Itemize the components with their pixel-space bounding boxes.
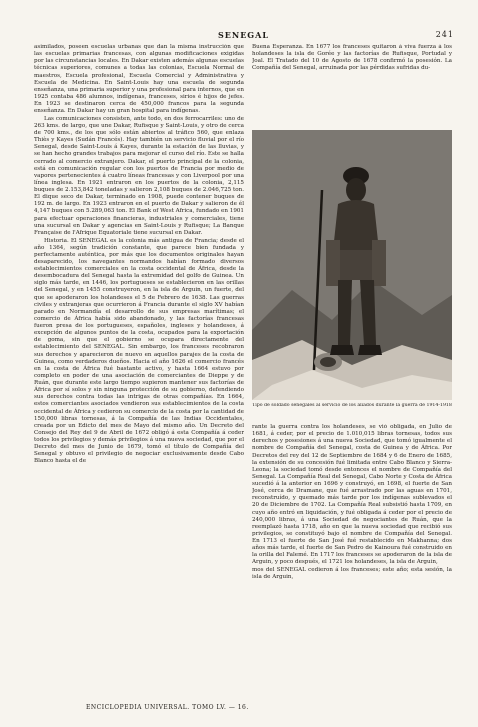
running-title: SENEGAL xyxy=(218,30,269,40)
soldier-photo-graphic xyxy=(252,130,452,400)
paragraph-communications: Las comunicaciones consisten, ante todo, en dos ferrocarriles: uno de 263 kms. de largo, que une Dakar, Rufisque y Saint-Louis, y otro de cerca de 700 kms., de los que sólo están abiertos al tráfico 560, que enlaza Thiès y Kayes (Sudán Francés). Hay también un servicio fluvial por el río Senegal, desde Saint-Louis á Kayes, durante la estación de las lluvias, y se han hecho grandes trabajos para mejorar el curso del río. Este se halla cerrado al comercio extranjero. Dakar, el puerto principal de la colonia, está en comunicación regular con los puertos de Francia por medio de vapores pertenecientes á cuatro líneas francesas y con Liverpool por una línea inglesa. En 1921 entraron en los puertos de la colonia, 2,115 buques de 2.153,842 toneladas y salieron 2,108 buques de 2.046,725 ton. El dique seco de Dakar, terminado en 1908, puede contener buques de 192 m. de largo. En 1923 entraron en el puerto de Dakar y salieron de él 4,147 buques con 5.289,063 ton. El Bank of West Africa, fundado en 1901 para efectuar operaciones financieras, industriales y comerciales, tiene una sucursal en Dakar y agencias en Saint-Louis y Rufisque; La Banque Française de l'Afrique Equatoriale tiene sucursal en Dakar. xyxy=(34,115,244,236)
page-footer xyxy=(34,704,454,714)
paragraph-education: asimilados, poseen escuelas urbanas que dan la misma instrucción que las escuelas primarias francesas, con algunas modificaciones exigidas por las circunstancias locales. En Dakar existen además algunas escuelas técnicas superiores, comunes a todas las colonias, Escuela Normal de maestros, Escuela profesional, Escuela Comercial y Administrativa y Escuela de Medicina. En Saint-Louis hay una escuela de segunda enseñanza, una primaria superior y una profesional para internos, que en 1925 contaba 486 alumnos, indígenas, franceses, sirios é hijos de jefes. En 1923 se destinaron cerca de 450,000 francos para la segunda enseñanza. En Dakar hay un gran hospital para indígenas. xyxy=(34,44,244,115)
left-column xyxy=(34,44,244,702)
paragraph-history: Historia. El SENEGAL es la colonia más antigua de Francia; desde el año 1364, según tradición constante, que parece bien fundada y perfectamente auténtica, por más que los documentos originales hayan desaparecido, los navegantes normandos habían formado diversos establecimientos comerciales en la costa occidental de África, desde la desembocadura del Senegal hasta la extremidad del golfo de Guinea. Un siglo más tarde, en 1446, los portugueses se establecieron en las orillas del Senegal, y en 1455 construyeron, en la isla de Arguin, un fuerte, del que se apoderaron los holandeses el 5 de Febrero de 1638. Las guerras civiles y extranjeras que ocurrieron á Francia durante el siglo XV habían parado en Normandía el desarrollo de sus empresas marítimas; el comercio de África había sido abandonado, y las factorías francesas fueron presa de los portugueses, españoles, ingleses y holandeses, á excepción de algunos puntos de la costa, ocupados para la exportación de goma, sin que el gobierno se ocupara directamente del establecimiento del SENEGAL. Sin embargo, los franceses recobraron sus derechos y aparecieron de nuevo en aquellos parajes de la costa de Guinea, como verdaderos dueños. Hacia el año 1626 el comercio francés en la costa de África fué bastante activo, y hasta 1664 estuvo por completo en poder de una asociación de comerciantes de Dieppe y de Ruán, que durante este largo tiempo supieron mantener sus factorías de África por sí solos y sin ninguna protección de su gobierno, defendiendo sus derechos contra todas las intrigas de otras compañías. En 1664, estos comerciantes asociados vendieron sus establecimientos de la costa occidental de África y cedieron su comercio de la costa por la cantidad de 150,000 libras tornesas, á la Compañía de las Indias Occidentales, creada por un Edicto del mes de Mayo del mismo año. Un Decreto del Consejo del Rey del 9 de Abril de 1672 obligó á esta Compañía á ceder todos los privilegios y demás privilegios á una nueva sociedad, que por el Decreto del mes de Junio de 1679, tomó el título de Compañía del Senegal y obtuvo el privilegio de negociar exclusivamente desde Cabo Blanco hasta el de xyxy=(34,237,244,465)
soldier-photograph xyxy=(252,130,452,400)
photo-caption: Tipo de soldado senegalés al servicio de los aliados durante la guerra de 1914-1918 xyxy=(252,403,452,408)
right-column-top xyxy=(252,44,452,126)
right-column-bottom xyxy=(252,424,452,702)
paragraph-companies: rante la guerra contra los holandeses, se vió obligada, en Julio de 1681, á ceder, por el precio de 1.010,015 libras tornesas, todos sus derechos y posesiones á una nueva Sociedad, que tomó igualmente el nombre de Compañía del Senegal, costa de Guinea y de África. Por Decretos del rey del 12 de Septiembre de 1684 y 6 de Enero de 1685, la extensión de su concesión fué limitada entre Cabo Blanco y Sierra-Leona; la sociedad tomó desde entonces el nombre de Compañía del Senegal. La Compañía Real del Senegal, Cabo Norte y Costa de África sucedió á la anterior en 1696 y construyó, en 1698, el fuerte de San José, cerca de Dramane, que fué arrastrado por las aguas en 1701, reconstruído, y quemado más tarde por los indígenas sublevados el 20 de Diciembre de 1702. La Compañía Real subsistió hasta 1709, en cuyo año entró en liquidación, y fué obligada á ceder por el precio de 240,000 libras, á una Sociedad de negociantes de Ruán, que la reemplazó hasta 1718, año en que la nueva sociedad que recibió sus privilegios, se constituyó bajo el nombre de Compañía del Senegal. En 1713 el fuerte de San José fué restablecido en Makhanna; dos años más tarde, el fuerte de San Pedro de Kainoura fué construido en la orilla del Falemé. En 1717 los franceses se apoderaron de la isla de Arguin, y poco después, el 1721 los holandeses, la isla de Arguin, xyxy=(252,424,452,566)
running-header xyxy=(34,30,454,42)
paragraph-history-continued: Buena Esperanza. En 1677 los franceses quitaron á viva fuerza á los holandeses la isla de Gorée y las factorías de Rufisque, Portudal y Joal. El Tratado del 10 de Agosto de 1678 confirmó la posesión. La Compañía del Senegal, arruinada por las pérdidas sufridas du- xyxy=(252,44,452,72)
footer-signature: ENCICLOPEDIA UNIVERSAL. TOMO LV. — 16. xyxy=(86,704,249,711)
paragraph-companies-tail: mos del SENEGAL cedieron á los franceses; este año; esta sesión, la isla de Arguin, xyxy=(252,567,452,581)
page-number: 241 xyxy=(435,30,454,39)
